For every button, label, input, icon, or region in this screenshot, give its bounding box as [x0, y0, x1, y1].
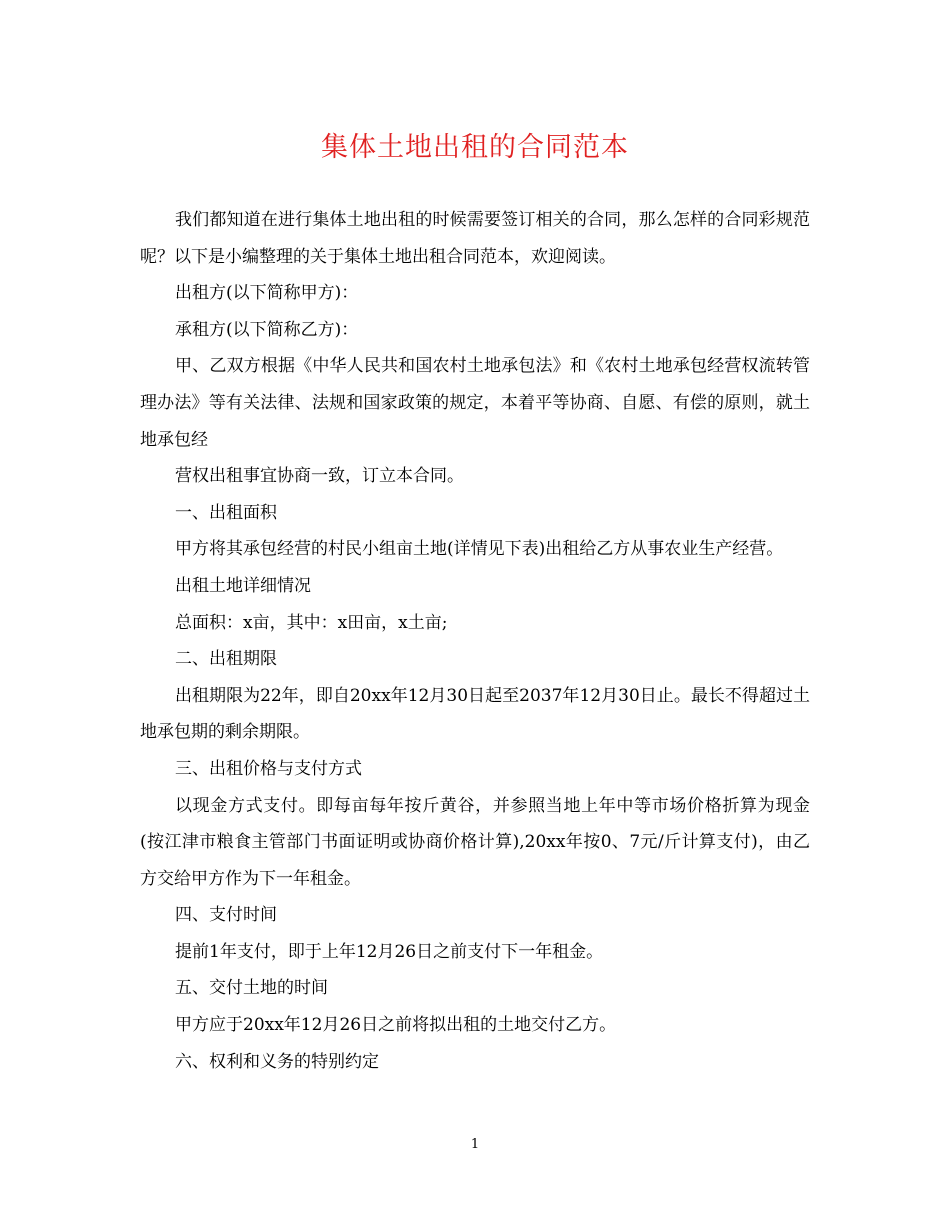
paragraph-lessor: 出租方(以下简称甲方)：: [175, 283, 359, 304]
page-number: 1: [470, 1137, 480, 1152]
paragraph-preamble-cont: 营权出租事宜协商一致，订立本合同。: [175, 466, 464, 487]
paragraph-lessee: 承租方(以下简称乙方)：: [175, 319, 359, 340]
document-title: 集体土地出租的合同范本: [321, 132, 629, 163]
paragraph-payment-time: 提前1年支付，即于上年12月26日之前支付下一年租金。: [175, 941, 604, 962]
paragraph-area: 甲方将其承包经营的村民小组亩土地(详情见下表)出租给乙方从事农业生产经营。: [175, 539, 784, 560]
paragraph-total-area: 总面积：x亩，其中：x田亩，x土亩;: [175, 612, 448, 633]
section-heading-payment-time: 四、支付时间: [175, 905, 277, 926]
paragraph-preamble: 甲、乙双方根据《中华人民共和国农村土地承包法》和《农村土地承包经营权流转管理办法》等有关法律、法规和国家政策的规定，本着平等协商、自愿、有偿的原则，就土地承包经: [140, 356, 810, 450]
section-heading-delivery: 五、交付土地的时间: [175, 978, 328, 999]
paragraph-delivery: 甲方应于20xx年12月26日之前将拟出租的土地交付乙方。: [175, 1015, 617, 1036]
document-body: [140, 202, 810, 1080]
paragraph-term: 出租期限为22年，即自20xx年12月30日起至2037年12月30日止。最长不得超过土地承包期的剩余期限。: [140, 685, 810, 743]
paragraph-land-details: 出租土地详细情况: [175, 575, 311, 596]
section-heading-term: 二、出租期限: [175, 649, 277, 670]
section-heading-rights: 六、权利和义务的特别约定: [175, 1051, 379, 1072]
section-heading-price: 三、出租价格与支付方式: [175, 758, 362, 779]
paragraph-price: 以现金方式支付。即每亩每年按斤黄谷，并参照当地上年中等市场价格折算为现金(按江津市粮食主管部门书面证明或协商价格计算),20xx年按0、7元/斤计算支付)，由乙方交给甲方作为下一年租金。: [140, 795, 810, 889]
section-heading-area: 一、出租面积: [175, 502, 277, 523]
paragraph-intro: 我们都知道在进行集体土地出租的时候需要签订相关的合同，那么怎样的合同彩规范呢？以下是小编整理的关于集体土地出租合同范本，欢迎阅读。: [140, 210, 810, 267]
